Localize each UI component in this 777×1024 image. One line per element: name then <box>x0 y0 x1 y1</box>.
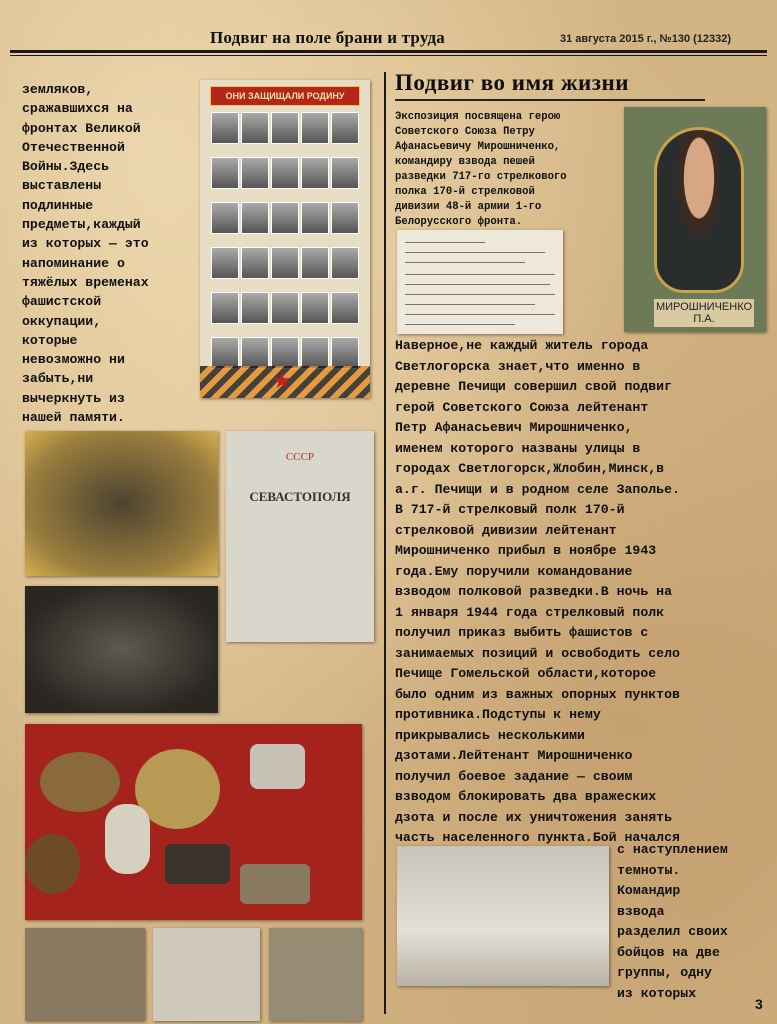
battle-painting-photo <box>397 846 609 986</box>
memorial-poster-photo <box>200 80 370 398</box>
certificate-ussr-text: СССР <box>285 451 315 463</box>
flare-pistol-photo <box>153 928 260 1021</box>
article-title: Подвиг во имя жизни <box>395 70 630 95</box>
portrait-name-plate: МИРОШНИЧЕНКО П.А. <box>655 301 753 325</box>
sevastopol-certificate-photo <box>226 431 374 642</box>
compass-tool-photo <box>25 928 145 1021</box>
article-body: Наверное,не каждый житель города Светлогорска знает,что именно в деревне Печищи совершил свой подвиг герой Советского Союза лейтенант Петр Афанасьевич Мирошниченко, именем которого названы улицы в городах Светлогорск,Жлобин,Минск,в а.г. Печищи и в родном селе Заполье. В 717-й стрелковый полк 170-й стрелковой дивизии лейтенант Мирошниченко прибыл в ноябре 1943 года.Ему поручили командование взводом полковой разведки.В ночь на 1 января 1944 года стрелковый полк получил приказ выбить фашистов с занимаемых позиций и освободить село Печище Гомельской области,которое было одним из важных опорных пунктов противника.Подступы к нему прикрывались несколькими дзотами.Лейтенант Мирошниченко получил боевое задание — своим взводом блокировать два вражеских дзота и после их уничтожения занять часть населенного пункта.Бой начался <box>395 338 680 845</box>
sailors-group-photo <box>25 431 218 576</box>
intro-text: земляков, сражавшихся на фронтах Великой Отечественной Войны.Здесь выставлены подлинные предметы,каждый из которых — это напоминание о тяжёлых временах фашистской оккупации, которые невозможно ни забыть,ни вычеркнуть из нашей памяти. <box>22 82 149 426</box>
soldiers-group-photo <box>25 586 218 713</box>
artifacts-display-photo <box>25 724 362 920</box>
grenade-photo <box>269 928 362 1021</box>
flask-icon <box>105 804 150 874</box>
poster-heading: ОНИ ЗАЩИЩАЛИ РОДИНУ <box>210 86 360 106</box>
award-document-photo <box>397 230 563 334</box>
portrait-figure <box>654 127 744 293</box>
red-star-icon: ★ <box>272 368 292 393</box>
article-body-continued: с наступлением темноты. Командир взвода разделил своих бойцов на две группы, одну из которых <box>617 842 728 1001</box>
mess-tin-icon <box>250 744 305 789</box>
header-divider <box>10 50 767 56</box>
mine-icon <box>25 834 80 894</box>
helmet-icon <box>40 752 120 812</box>
issue-date: 31 августа 2015 г., №130 (12332) <box>560 33 732 45</box>
portrait-grid <box>210 112 360 382</box>
exhibit-caption: Экспозиция посвящена герою Советского Союза Петру Афанасьевичу Мирошниченко, командиру взвода пешей разведки 717-го стрелкового полка 170-й стрелковой дивизии 48-й армии 1-го Белорусского фронта. <box>395 111 567 228</box>
certificate-title: СЕВАСТОПОЛЯ <box>249 489 351 504</box>
artifact-icon <box>240 864 310 904</box>
column-divider <box>384 72 386 1014</box>
flare-pistol-icon <box>165 844 230 884</box>
page-number: 3 <box>755 996 763 1012</box>
title-underline <box>395 99 705 101</box>
hero-portrait-photo <box>624 107 766 332</box>
section-title: Подвиг на поле брани и труда <box>210 28 445 47</box>
